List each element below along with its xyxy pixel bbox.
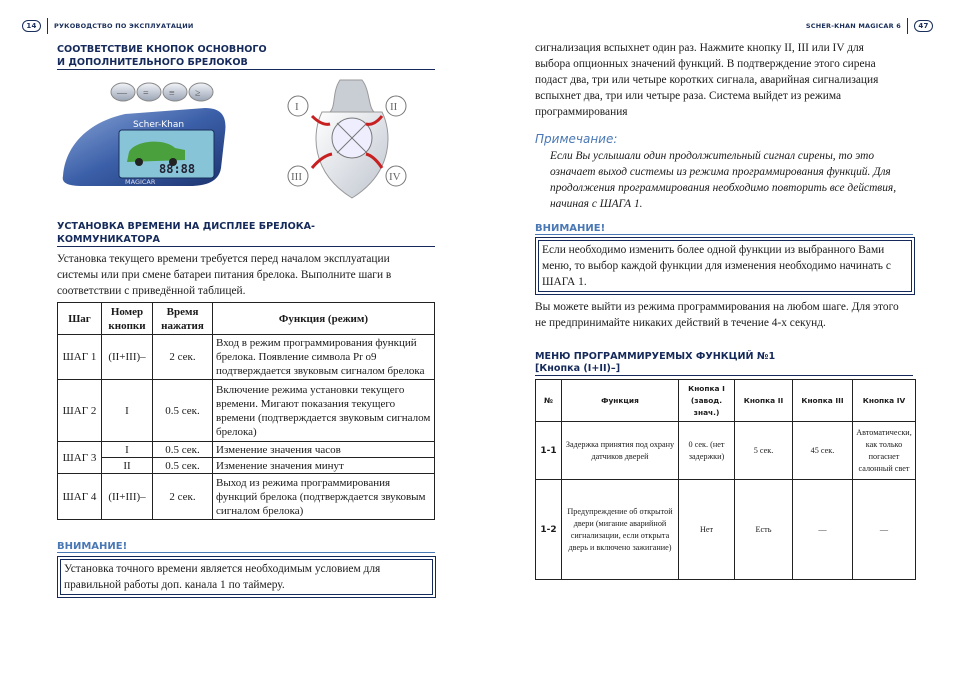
table-cell: 1-1 bbox=[536, 422, 562, 480]
table-row bbox=[58, 442, 435, 458]
text-line: начиная с ШАГА 1. bbox=[550, 198, 643, 210]
section-title-buttons bbox=[57, 43, 307, 56]
left-page-number: 14 bbox=[22, 20, 41, 32]
text-line: продолжения программирования необходимо повторить все действия, bbox=[550, 182, 897, 194]
table-cell: Предупреждение об открытой двери (мигание аварийной сигнализации, если открыта дверь и включено зажигание) bbox=[562, 480, 679, 580]
fob-model: MAGICAR bbox=[125, 178, 156, 186]
table-cell: Изменение значения минут bbox=[213, 458, 435, 474]
table-cell: 0.5 сек. bbox=[153, 380, 213, 442]
table-cell: (II+III)– bbox=[102, 335, 153, 380]
table-cell: ШАГ 2 bbox=[58, 380, 102, 442]
table-cell: I bbox=[102, 442, 153, 458]
text-line: подаст два, три или четыре коротких сигнала, аварийная сигнализация bbox=[535, 74, 879, 86]
text-line: правильной работы доп. канала 1 по таймеру. bbox=[64, 579, 285, 591]
table-header: Время нажатия bbox=[153, 303, 213, 335]
table-cell: Автоматически, как только погаснет салонный свет bbox=[853, 422, 916, 480]
warning-text bbox=[60, 559, 433, 595]
menu-functions-table bbox=[535, 379, 916, 580]
table-cell: 45 сек. bbox=[793, 422, 853, 480]
table-cell: Включение режима установки текущего времени. Мигают показания текущего времени (подтверждается звуковым сигналом брелока) bbox=[213, 380, 435, 442]
table-header: Функция bbox=[562, 380, 679, 422]
table-header: Кнопка I (завод. знач.) bbox=[679, 380, 735, 422]
right-paragraph-1 bbox=[535, 40, 920, 120]
table-cell: Нет bbox=[679, 480, 735, 580]
section-title-line: УСТАНОВКА ВРЕМЕНИ НА ДИСПЛЕЕ БРЕЛОКА- bbox=[57, 221, 316, 232]
table-header: Номер кнопки bbox=[102, 303, 153, 335]
section-title-line: СООТВЕТСТВИЕ КНОПОК ОСНОВНОГО bbox=[57, 44, 267, 55]
button-label-I: I bbox=[295, 101, 299, 113]
table-header: Кнопка III bbox=[793, 380, 853, 422]
left-header bbox=[22, 18, 194, 34]
table-header: № bbox=[536, 380, 562, 422]
text-line: Установка точного времени является необходимым условием для bbox=[64, 563, 381, 575]
svg-text:≡: ≡ bbox=[169, 88, 175, 99]
time-setting-table bbox=[57, 302, 435, 520]
svg-text:≥: ≥ bbox=[195, 88, 201, 99]
table-header: Кнопка IV bbox=[853, 380, 916, 422]
table-cell: Выход из режима программирования функций брелока (подтверждается звуковым сигналом брелока) bbox=[213, 474, 435, 520]
fob-brand: Scher-Khan bbox=[133, 120, 185, 130]
button-label-IV: IV bbox=[389, 171, 401, 183]
svg-text:=: = bbox=[143, 88, 149, 99]
main-fob-illustration bbox=[55, 78, 255, 188]
table-row bbox=[58, 380, 435, 442]
table-header-row bbox=[536, 380, 916, 422]
text-line: соответствии с приведённой таблицей. bbox=[57, 285, 246, 297]
text-line: системы или при смене батареи питания брелока. Выполните шаги в bbox=[57, 269, 392, 281]
section-title-buttons-2 bbox=[57, 56, 435, 70]
text-line: Если Вы услышали один продолжительный сигнал сирены, то это bbox=[550, 150, 875, 162]
header-divider bbox=[907, 18, 908, 34]
table-cell: 0.5 сек. bbox=[153, 442, 213, 458]
table-cell: (II+III)– bbox=[102, 474, 153, 520]
table-row bbox=[58, 474, 435, 520]
text-line: Установка текущего времени требуется перед началом эксплуатации bbox=[57, 253, 390, 265]
table-cell: Изменение значения часов bbox=[213, 442, 435, 458]
table-cell: 5 сек. bbox=[735, 422, 793, 480]
intro-paragraph bbox=[57, 251, 437, 299]
table-row bbox=[536, 480, 916, 580]
right-header-title: SCHER-KHAN MAGICAR 6 bbox=[805, 22, 901, 30]
table-row bbox=[58, 335, 435, 380]
warning-box-right bbox=[535, 237, 915, 295]
right-paragraph-2 bbox=[535, 299, 920, 331]
table-row bbox=[536, 422, 916, 480]
table-cell: 2 сек. bbox=[153, 335, 213, 380]
note-text bbox=[550, 148, 920, 212]
text-line: Если необходимо изменить более одной функции из выбранного Вами bbox=[542, 244, 885, 256]
button-label-III: III bbox=[291, 171, 302, 183]
fob-buttons bbox=[111, 83, 213, 101]
text-line: не предпринимайте никаких действий в течение 4-х секунд. bbox=[535, 317, 826, 329]
table-header: Шаг bbox=[58, 303, 102, 335]
warning-text bbox=[538, 240, 912, 292]
section-title-line: [Кнопка (I+II)–] bbox=[535, 363, 621, 374]
text-line: программирования bbox=[535, 106, 628, 118]
section-title-line: И ДОПОЛНИТЕЛЬНОГО БРЕЛОКОВ bbox=[57, 57, 248, 68]
button-label-II: II bbox=[390, 101, 398, 113]
text-line: вспыхнет два, три или четыре раза. Система выйдет из режима bbox=[535, 90, 842, 102]
table-cell: ШАГ 4 bbox=[58, 474, 102, 520]
table-cell: 2 сек. bbox=[153, 474, 213, 520]
warning-label: ВНИМАНИЕ! bbox=[57, 541, 128, 552]
right-page-number: 47 bbox=[914, 20, 933, 32]
table-row bbox=[58, 458, 435, 474]
text-line: означает выход системы из режима программирования функций. Для bbox=[550, 166, 891, 178]
warning-title-right bbox=[535, 223, 913, 235]
svg-text:—: — bbox=[117, 88, 127, 99]
section-title-line: КОММУНИКАТОРА bbox=[57, 234, 160, 245]
menu-subtitle bbox=[535, 362, 913, 376]
text-line: выбора опционных значений функций. В подтверждение этого сирена bbox=[535, 58, 876, 70]
table-cell: Вход в режим программирования функций брелока. Появление символа Pr o9 подтверждается звуковым сигналом брелока bbox=[213, 335, 435, 380]
note-title: Примечание: bbox=[535, 132, 618, 146]
section-title-time bbox=[57, 220, 357, 233]
text-line: меню, то выбор каждой функции для изменения необходимо начинать с bbox=[542, 260, 891, 272]
table-cell: ШАГ 1 bbox=[58, 335, 102, 380]
table-header-row bbox=[58, 303, 435, 335]
table-cell: I bbox=[102, 380, 153, 442]
table-cell: — bbox=[853, 480, 916, 580]
table-header: Кнопка II bbox=[735, 380, 793, 422]
warning-title-left bbox=[57, 541, 435, 553]
text-line: сигнализация вспыхнет один раз. Нажмите кнопку II, III или IV для bbox=[535, 42, 864, 54]
section-title-line: МЕНЮ ПРОГРАММИРУЕМЫХ ФУНКЦИЙ №1 bbox=[535, 351, 776, 362]
fob-display: 88:88 bbox=[159, 162, 196, 176]
additional-fob-illustration bbox=[282, 72, 422, 208]
table-cell: ШАГ 3 bbox=[58, 442, 102, 474]
header-divider bbox=[47, 18, 48, 34]
warning-label: ВНИМАНИЕ! bbox=[535, 223, 606, 234]
table-cell: 1-2 bbox=[536, 480, 562, 580]
right-header bbox=[806, 18, 933, 34]
table-cell: II bbox=[102, 458, 153, 474]
text-line: Вы можете выйти из режима программирования на любом шаге. Для этого bbox=[535, 301, 899, 313]
table-cell: — bbox=[793, 480, 853, 580]
text-line: ШАГА 1. bbox=[542, 276, 587, 288]
table-cell: Задержка принятия под охрану датчиков дверей bbox=[562, 422, 679, 480]
table-header: Функция (режим) bbox=[213, 303, 435, 335]
table-cell: 0.5 сек. bbox=[153, 458, 213, 474]
warning-box-left bbox=[57, 556, 436, 598]
left-header-title: РУКОВОДСТВО ПО ЭКСПЛУАТАЦИИ bbox=[54, 22, 194, 30]
table-cell: 0 сек. (нет задержки) bbox=[679, 422, 735, 480]
table-cell: Есть bbox=[735, 480, 793, 580]
section-title-time-2 bbox=[57, 233, 435, 247]
